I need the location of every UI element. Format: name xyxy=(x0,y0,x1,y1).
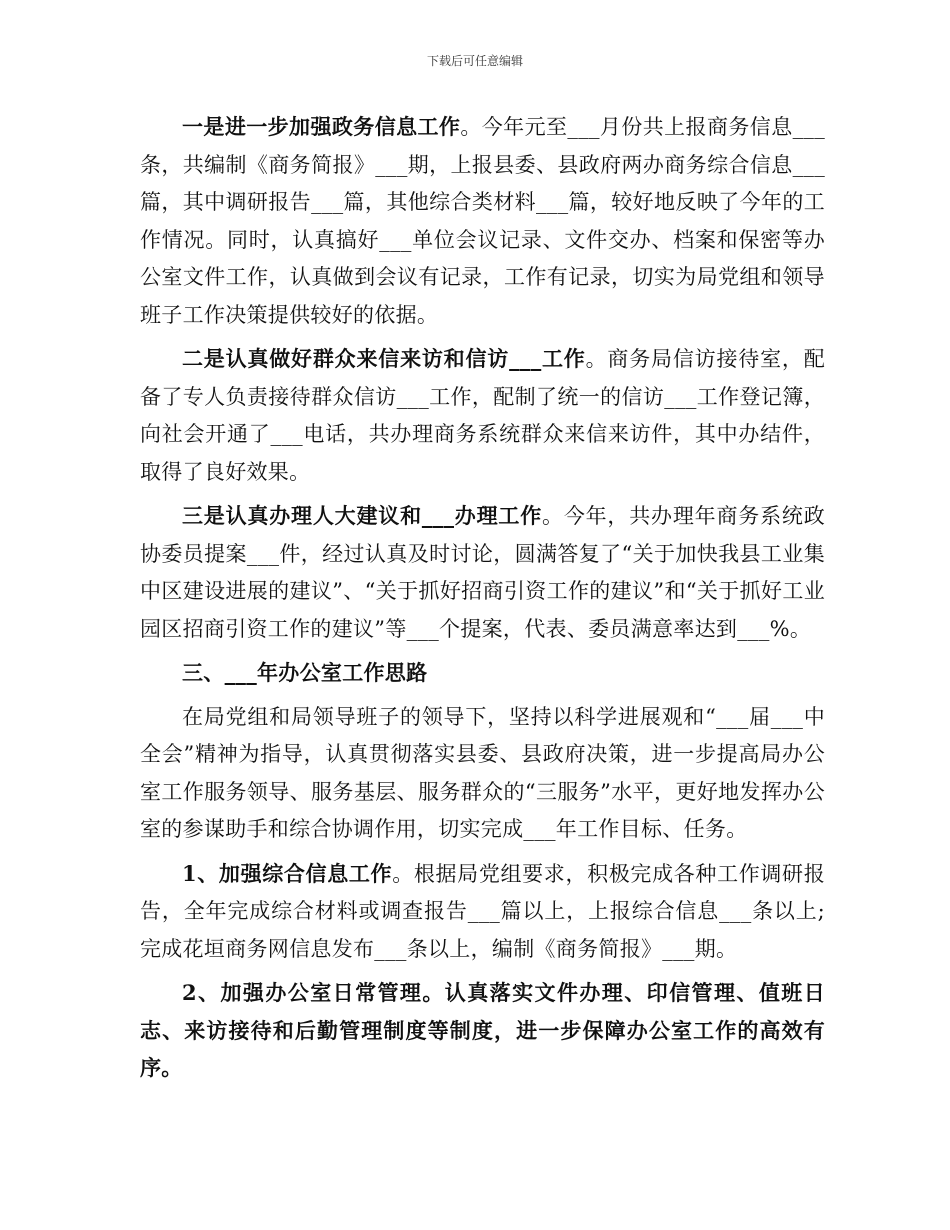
paragraph-body: 在局党组和局领导班子的领导下，坚持以科学进展观和“___届___中全会”精神为指导，认真贯彻落实县委、县政府决策，进一步提高局办公室工作服务领导、服务基层、服务群众的“三服务”水平，更好地发挥办公室的参谋助手和综合协调作用，切实完成___年工作目标、任务。 xyxy=(140,704,825,841)
paragraph-body: 。今年元至___月份共上报商务信息___条，共编制《商务简报》___期，上报县委、县政府两办商务综合信息___篇，其中调研报告___篇，其他综合类材料___篇，较好地反映了今年的工作情况。同时，认真搞好___单位会议记录、文件交办、档案和保密等办公室文件工作，认真做到会议有记录，工作有记录，切实为局党组和领导班子工作决策提供较好的依据。 xyxy=(140,115,825,327)
section-heading-work-plan xyxy=(140,654,825,693)
paragraph-lead: 二是认真做好群众来信来访和信访___工作 xyxy=(182,346,586,371)
paragraph-guiding-principle xyxy=(140,699,825,849)
paragraph-lead: 三是认真办理人大建议和___办理工作 xyxy=(182,503,543,528)
paragraph-item-1 xyxy=(140,855,825,969)
paragraph-lead: 1、加强综合信息工作 xyxy=(182,860,393,886)
document-body xyxy=(140,108,825,1087)
paragraph-petitions xyxy=(140,340,825,491)
paragraph-body: 。今年，共办理年商务系统政协委员提案___件，经过认真及时讨论，圆满答复了“关于加快我县工业集中区建设进展的建议”、“关于抓好招商引资工作的建议”和“关于抓好工业园区招商引资工作的建议”等___个提案，代表、委员满意率达到___%。 xyxy=(140,504,825,641)
paragraph-body: 。根据局党组要求，积极完成各种工作调研报告，全年完成综合材料或调查报告___篇以上，上报综合信息___条以上;完成花垣商务网信息发布___条以上，编制《商务简报》___期。 xyxy=(140,861,825,961)
paragraph-lead: 一是进一步加强政务信息工作 xyxy=(182,114,461,139)
section-heading-text: 三、___年办公室工作思路 xyxy=(182,660,428,685)
paragraph-item-2 xyxy=(140,974,825,1087)
paragraph-proposals xyxy=(140,497,825,648)
paragraph-body: 。商务局信访接待室，配备了专人负责接待群众信访___工作，配制了统一的信访___工作登记簿，向社会开通了___电话，共办理商务系统群众来信来访件，其中办结件，取得了良好效果。 xyxy=(140,347,825,484)
paragraph-lead: 2、加强办公室日常管理。认真落实文件办理、印信管理、值班日志、来访接待和后勤管理制度等制度，进一步保障办公室工作的高效有序。 xyxy=(140,980,825,1080)
page-header: 下载后可任意编辑 xyxy=(426,54,523,68)
paragraph-political-info xyxy=(140,108,825,334)
